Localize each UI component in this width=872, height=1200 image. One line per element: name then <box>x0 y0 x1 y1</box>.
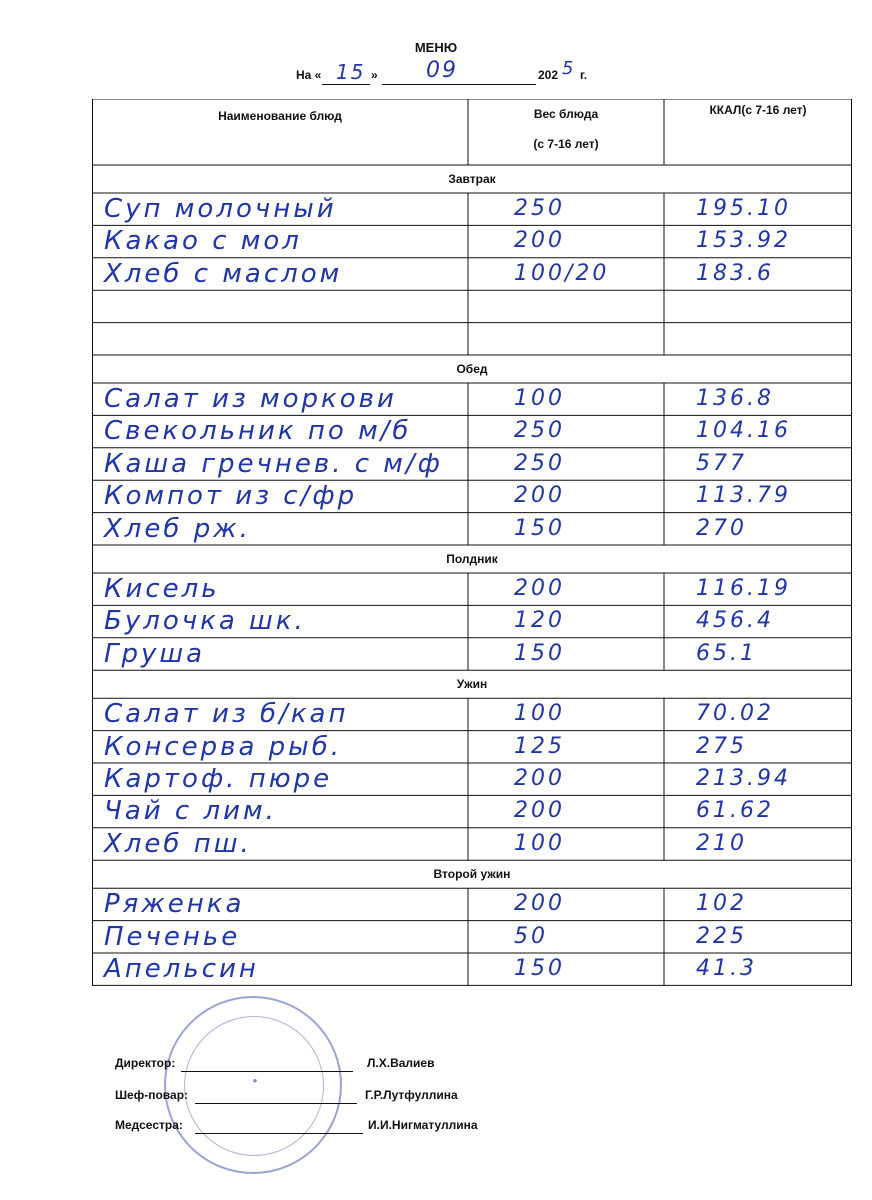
dish-name: Печенье <box>104 921 241 952</box>
director-name: Л.Х.Валиев <box>367 1056 435 1070</box>
dish-name: Свекольник по м/б <box>104 416 412 447</box>
dish-name: Картоф. пюре <box>104 764 333 794</box>
col-header-weight-age: (с 7-16 лет) <box>533 137 599 151</box>
chef-label: Шеф-повар: <box>115 1088 189 1102</box>
section-title: Ужин <box>456 677 488 692</box>
dish-name: Хлеб рж. <box>104 513 251 544</box>
chef-name: Г.Р.Лутфуллина <box>365 1088 458 1102</box>
dish-name: Салат из моркови <box>104 384 397 414</box>
date-day: 15 <box>336 60 366 84</box>
menu-table <box>92 99 852 1019</box>
dish-weight: 250 <box>514 196 565 221</box>
dish-weight: 200 <box>514 891 565 917</box>
nurse-label: Медсестра: <box>115 1118 183 1132</box>
dish-name: Какао с мол <box>104 226 302 257</box>
dish-kcal: 210 <box>696 830 747 856</box>
col-header-name: Наименование блюд <box>218 109 342 123</box>
dish-kcal: 70.02 <box>696 701 774 727</box>
dish-name: Салат из б/кап <box>104 699 349 730</box>
section-title: Обед <box>456 362 488 376</box>
section-title: Завтрак <box>448 172 496 186</box>
signature-nurse <box>115 1118 535 1136</box>
dish-name: Консерва рыб. <box>104 731 343 762</box>
director-label: Директор: <box>115 1056 176 1070</box>
date-month: 09 <box>426 58 458 83</box>
dish-name: Хлеб пш. <box>104 828 252 859</box>
date-prefix: На « <box>296 68 322 82</box>
dish-weight: 125 <box>514 733 565 759</box>
dish-weight: 120 <box>514 608 565 634</box>
section-title: Полдник <box>446 552 498 566</box>
dish-weight: 200 <box>514 576 565 601</box>
dish-kcal: 275 <box>696 733 747 759</box>
dish-name: Суп молочный <box>104 194 337 224</box>
dish-weight: 200 <box>514 798 565 824</box>
dish-kcal: 456.4 <box>696 608 774 634</box>
dish-kcal: 213.94 <box>696 766 791 791</box>
dish-name: Груша <box>104 638 206 669</box>
dish-name: Каша гречнев. с м/ф <box>104 448 443 479</box>
dish-kcal: 102 <box>696 891 747 917</box>
dish-name: Чай с лим. <box>104 796 277 827</box>
dish-kcal: 65.1 <box>696 640 757 666</box>
dish-kcal: 225 <box>696 923 747 949</box>
dish-weight: 100 <box>514 386 565 411</box>
date-separator: » <box>371 68 378 82</box>
date-year-unit: г. <box>580 68 588 82</box>
dish-name: Ряженка <box>104 889 245 920</box>
dish-weight: 100 <box>514 830 565 856</box>
dish-kcal: 116.19 <box>696 576 791 601</box>
dish-weight: 250 <box>514 418 565 444</box>
dish-name: Хлеб с маслом <box>104 258 343 289</box>
dish-weight: 100/20 <box>514 260 610 286</box>
nurse-name: И.И.Нигматуллина <box>368 1118 478 1132</box>
signature-chef <box>115 1088 535 1106</box>
dish-weight: 50 <box>514 923 548 949</box>
dish-name: Кисель <box>104 574 220 604</box>
dish-kcal: 270 <box>696 515 747 541</box>
dish-name: Апельсин <box>104 954 259 984</box>
dish-kcal: 41.3 <box>696 956 757 981</box>
section-title: Второй ужин <box>433 867 511 882</box>
dish-name: Булочка шк. <box>104 606 306 637</box>
dish-weight: 150 <box>514 515 565 541</box>
dish-weight: 100 <box>514 701 565 727</box>
date-year-prefix: 202 <box>538 68 559 82</box>
col-header-kcal: ККАЛ(с 7-16 лет) <box>709 103 807 117</box>
dish-kcal: 136.8 <box>696 386 774 411</box>
dish-kcal: 183.6 <box>696 260 774 286</box>
dish-kcal: 577 <box>696 450 747 476</box>
dish-kcal: 104.16 <box>696 418 791 444</box>
dish-kcal: 153.92 <box>696 228 791 254</box>
dish-name: Компот из с/фр <box>104 481 358 512</box>
page-title: МЕНЮ <box>414 40 458 55</box>
dish-weight: 200 <box>514 483 565 509</box>
dish-weight: 200 <box>514 766 565 791</box>
dish-kcal: 195.10 <box>696 196 791 221</box>
dish-kcal: 113.79 <box>696 483 791 509</box>
dish-kcal: 61.62 <box>696 798 774 824</box>
official-stamp: ● <box>164 996 342 1174</box>
dish-weight: 200 <box>514 228 565 254</box>
date-year-suffix: 5 <box>562 58 576 79</box>
dish-weight: 250 <box>514 450 565 476</box>
date-line <box>296 58 616 86</box>
col-header-weight: Вес блюда <box>533 107 599 121</box>
dish-weight: 150 <box>514 640 565 666</box>
signature-director <box>115 1056 535 1074</box>
dish-weight: 150 <box>514 956 565 981</box>
